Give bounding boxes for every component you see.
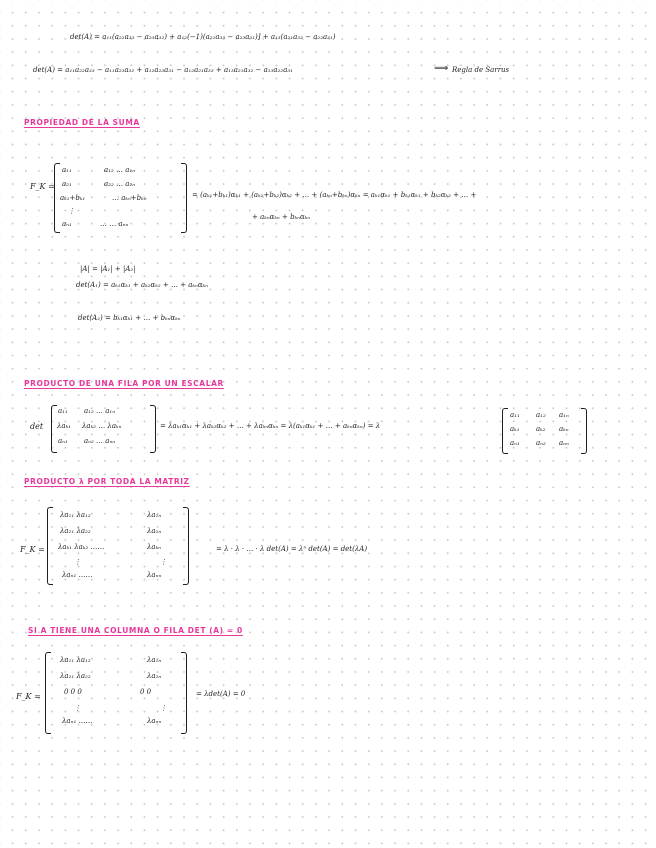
right-bracket bbox=[183, 507, 189, 585]
matrix-cell: λa₂ₙ bbox=[147, 672, 162, 680]
matrix-cell: λaₙₙ bbox=[147, 571, 162, 579]
matrix-cell: a₁₁ bbox=[510, 411, 520, 419]
matrix-cell: λaₖ₁ λaₖ₂ …… bbox=[58, 543, 105, 551]
matrix-cell: λa₁₁ λa₁₂ bbox=[60, 511, 91, 519]
matrix-cell: aₙ₁ bbox=[510, 439, 520, 447]
sarrus-rule-label: Regla de Sarrus bbox=[452, 66, 510, 74]
matrix-cell: λaₙ₁ …… bbox=[62, 571, 93, 579]
left-bracket bbox=[47, 507, 53, 585]
matrix-label-fk: F_K = bbox=[16, 692, 41, 701]
det-label: det bbox=[30, 422, 44, 431]
matrix-cell: aₖ₁+bₖ₁ bbox=[60, 194, 86, 202]
left-bracket bbox=[502, 408, 508, 454]
matrix-cell: … aₖₙ+bₖₙ bbox=[112, 194, 147, 202]
section-heading-matrix-scalar: PRODUCTO λ POR TODA LA MATRIZ bbox=[24, 477, 190, 486]
matrix-cell: a₁₂ bbox=[536, 411, 546, 419]
matrix-cell: aₙ₁ bbox=[62, 220, 72, 228]
right-bracket bbox=[581, 408, 587, 454]
sum-note-abs: |A| = |A₁| + |A₂| bbox=[80, 265, 136, 273]
matrix-cell: λa₂ₙ bbox=[147, 527, 162, 535]
matrix-cell: λa₁ₙ bbox=[147, 511, 162, 519]
row-scalar-equation: = λaₖ₁αₖ₁ + λaₖ₂αₖ₂ + … + λaₖₙαₖₙ = λ(aₖ₁αₖ₁ + … + aₖₙαₖₙ) = λ bbox=[160, 422, 381, 430]
right-bracket bbox=[150, 405, 156, 453]
matrix-cell: λa₂₁ λa₂₂ bbox=[60, 672, 91, 680]
matrix-cell: 0 0 0 bbox=[64, 688, 82, 696]
matrix-cell: λaₙₙ bbox=[147, 717, 162, 725]
sum-note-det-a1: det(A₁) = aₖ₁αₖ₁ + aₖ₂αₖ₂ + … + aₖₙαₖₙ bbox=[76, 281, 208, 289]
implies-arrow-icon: ⟹ bbox=[434, 63, 449, 74]
matrix-cell: a₁₁ bbox=[58, 407, 68, 415]
matrix-cell: aₙ₂ bbox=[536, 439, 546, 447]
matrix-scalar-equation: = λ · λ · … · λ det(A) = λⁿ det(A) = det(λA) bbox=[216, 545, 368, 553]
matrix-cell: a₂₂ … a₂ₙ bbox=[104, 180, 136, 188]
matrix-cell: a₁₁ bbox=[62, 166, 72, 174]
matrix-cell: aₖ₂ bbox=[536, 425, 546, 433]
zero-row-equation: = λdet(A) = 0 bbox=[196, 690, 246, 698]
sum-equation-line1: = (aₖ₁+bₖ₁)αₖ₁ + (aₖ₂+bₖ₂)αₖ₂ + … + (aₖₙ+bₖₙ)αₖₙ = aₖ₁αₖ₁ + bₖ₁αₖ₁ + bₖ₂αₖ₂ + … + bbox=[192, 191, 477, 199]
matrix-cell: ⋮ bbox=[68, 207, 75, 215]
left-bracket bbox=[45, 652, 51, 734]
right-bracket bbox=[181, 163, 187, 233]
matrix-cell: aₙ₂ … aₙₙ bbox=[84, 437, 116, 445]
matrix-label-fk: F_K = bbox=[20, 545, 45, 554]
matrix-cell: aₙₙ bbox=[559, 439, 569, 447]
matrix-cell: a₁ₙ bbox=[559, 411, 569, 419]
matrix-cell: λa₂₁ λa₂₂ bbox=[60, 527, 91, 535]
matrix-cell: … … aₙₙ bbox=[100, 220, 129, 228]
matrix-cell: ⋮ bbox=[160, 704, 167, 712]
matrix-cell: λaₖ₁ bbox=[57, 422, 71, 430]
right-bracket bbox=[181, 652, 187, 734]
matrix-cell: a₁₂ … a₁ₙ bbox=[104, 166, 136, 174]
matrix-cell: aₙ₁ bbox=[58, 437, 68, 445]
matrix-label-fk: F_K = bbox=[30, 182, 55, 191]
matrix-cell: aₖₙ bbox=[559, 425, 569, 433]
sum-note-det-a2: det(A₂) = bₖ₁αₖ₁ + … + bₖₙαₖₙ bbox=[78, 314, 181, 322]
section-heading-sum: PROPIEDAD DE LA SUMA bbox=[24, 118, 140, 127]
section-heading-row-scalar: PRODUCTO DE UNA FILA POR UN ESCALAR bbox=[24, 379, 224, 388]
matrix-cell: aₖ₁ bbox=[510, 425, 520, 433]
section-heading-zero-row: SI A TIENE UNA COLUMNA O FILA DET (A) = 0 bbox=[28, 626, 243, 635]
matrix-cell: ⋮ bbox=[74, 704, 81, 712]
matrix-cell: a₁₂ … a₁ₙ bbox=[84, 407, 116, 415]
matrix-cell: λaₖₙ bbox=[147, 543, 161, 551]
matrix-cell: a₂₁ bbox=[62, 180, 72, 188]
matrix-cell: λaₖ₂ … λaₖₙ bbox=[82, 422, 122, 430]
matrix-cell: λa₁ₙ bbox=[147, 656, 162, 664]
matrix-cell: λa₁₁ λa₁₂ bbox=[60, 656, 91, 664]
matrix-cell: λaₙ₁ …… bbox=[62, 717, 93, 725]
sum-equation-line2: + aₖₙαₖₙ + bₖₙαₖₙ bbox=[252, 213, 311, 221]
matrix-cell: 0 0 bbox=[140, 688, 152, 696]
expanded-determinant-formula: det(A) = a₁₁a₂₂a₃₃ − a₁₁a₂₃a₃₂ + a₁₂a₂₃a₃₁ − a₁₂a₂₁a₃₃ + a₁₃a₂₁a₃₂ − a₁₃a₂₂a₃₁ bbox=[33, 66, 293, 74]
cofactor-expansion-formula: det(A) = a₁₁(a₂₂a₃₃ − a₂₃a₃₂) + a₁₂(−1)(a₂₁a₃₃ − a₂₃a₃₁)] + a₁₃(a₂₁a₃₂ − a₂₂a₃₁) bbox=[70, 33, 336, 41]
matrix-cell: ⋮ bbox=[74, 558, 81, 566]
matrix-cell: ⋮ bbox=[160, 558, 167, 566]
